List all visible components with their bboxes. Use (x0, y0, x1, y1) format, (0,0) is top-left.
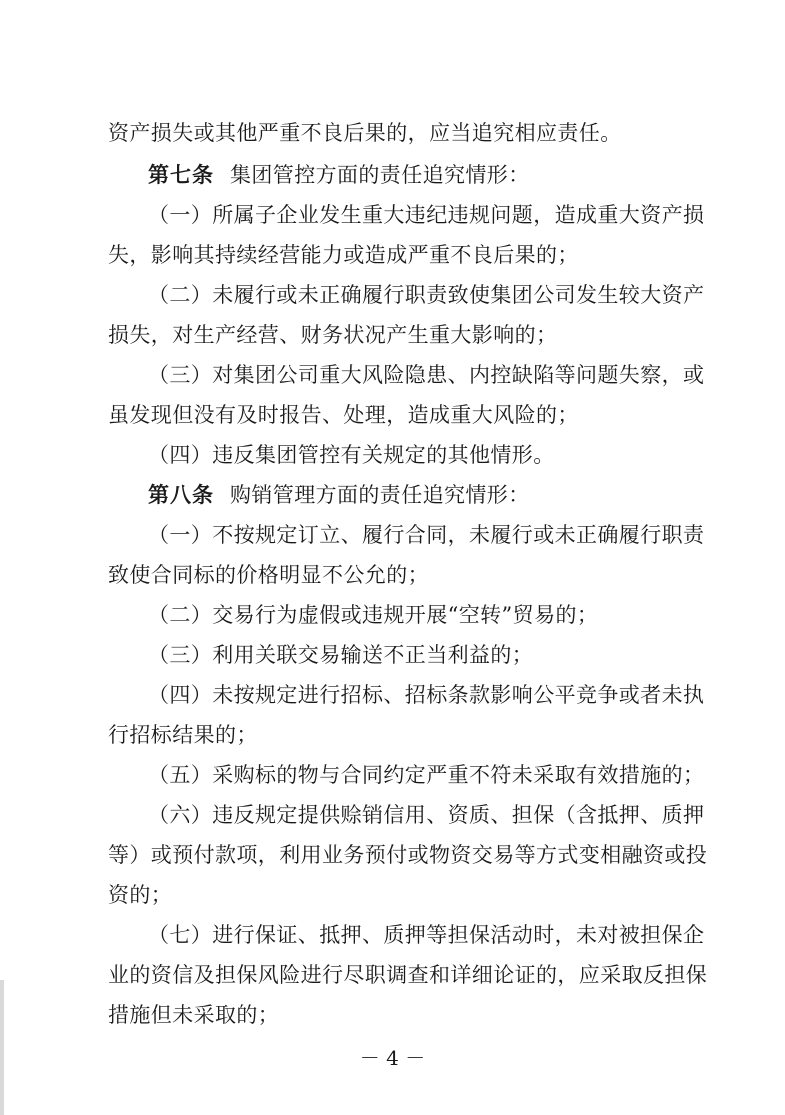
article-8-text: 购销管理方面的责任追究情形： (230, 483, 530, 507)
text-line: 措施但未采取的； (108, 1003, 280, 1027)
text-line: （七）进行保证、抵押、质押等担保活动时，未对被担保企 (148, 923, 705, 947)
text-line: （四）未按规定进行招标、招标条款影响公平竞争或者未执 (148, 683, 705, 707)
text-line: 损失，对生产经营、财务状况产生重大影响的； (108, 323, 558, 347)
page-number: － 4 － (359, 1046, 426, 1070)
scan-edge-shadow (0, 980, 4, 1115)
article-8-title: 第八条 (148, 483, 214, 507)
text-line: 失，影响其持续经营能力或造成严重不良后果的； (108, 243, 579, 267)
article-7-title: 第七条 (148, 163, 214, 187)
text-line: （一）所属子企业发生重大违纪违规问题，造成重大资产损 (148, 203, 705, 227)
text-line: 虽发现但没有及时报告、处理，造成重大风险的； (108, 403, 579, 427)
text-line: 业的资信及担保风险进行尽职调查和详细论证的，应采取反担保 (108, 963, 708, 987)
text-line: 行招标结果的； (108, 723, 258, 747)
text-line: （二）交易行为虚假或违规开展“空转”贸易的； (148, 603, 599, 627)
article-8-heading (148, 480, 530, 510)
text-line: （二）未履行或未正确履行职责致使集团公司发生较大资产 (148, 283, 705, 307)
text-line: （三）对集团公司重大风险隐患、内控缺陷等问题失察，或 (148, 363, 705, 387)
text-line: （四）违反集团管控有关规定的其他情形。 (148, 443, 555, 467)
text-line: 致使合同标的价格明显不公允的； (108, 563, 429, 587)
article-7-text: 集团管控方面的责任追究情形： (230, 163, 530, 187)
article-7-heading (148, 160, 530, 190)
text-line: （三）利用关联交易输送不正当利益的； (148, 643, 534, 667)
text-line: 资的； (108, 883, 173, 907)
text-line: （一）不按规定订立、履行合同，未履行或未正确履行职责 (148, 523, 705, 547)
text-line: （五）采购标的物与合同约定严重不符未采取有效措施的； (148, 763, 705, 787)
text-line: 等）或预付款项，利用业务预付或物资交易等方式变相融资或投 (108, 843, 708, 867)
text-line: （六）违反规定提供赊销信用、资质、担保（含抵押、质押 (148, 803, 705, 827)
text-line: 资产损失或其他严重不良后果的，应当追究相应责任。 (108, 121, 622, 145)
